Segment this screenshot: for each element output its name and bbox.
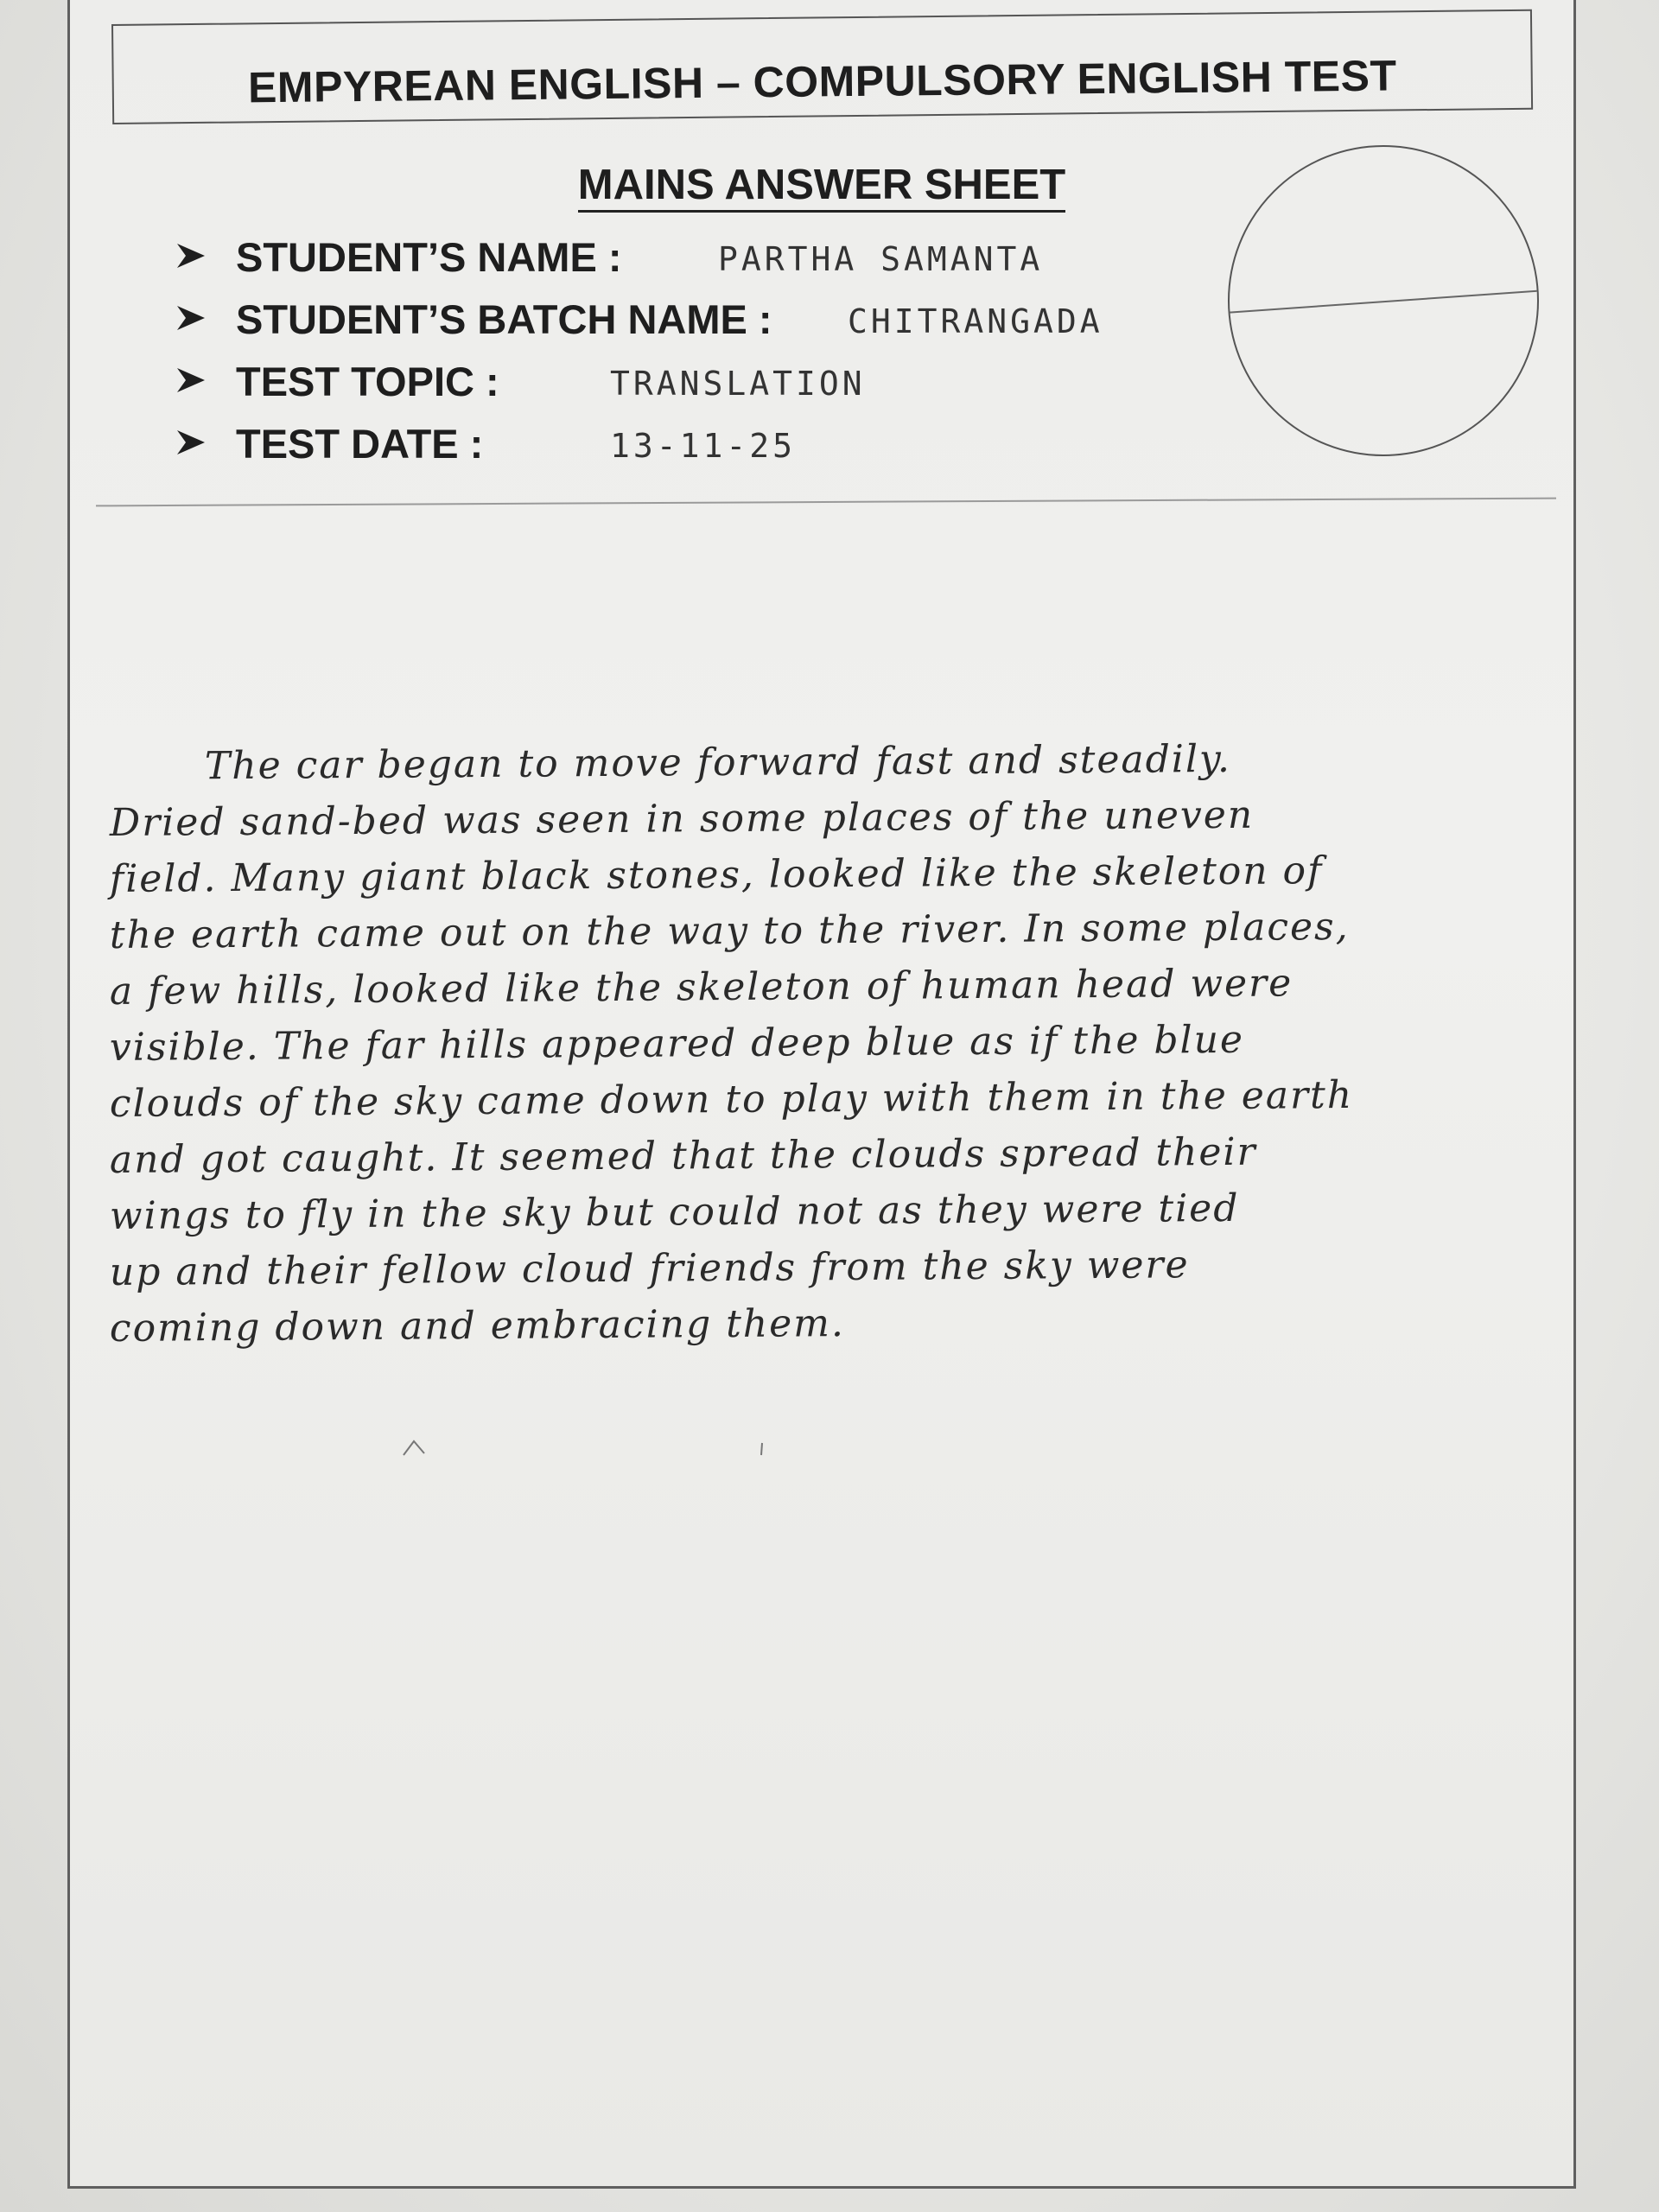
answer-sheet [67,0,1576,2189]
arrow-bullet-icon [174,363,208,397]
stray-caret-mark-icon [398,1434,433,1460]
test-title: EMPYREAN ENGLISH – COMPULSORY ENGLISH TEST [247,51,1397,112]
arrow-bullet-icon [174,238,208,273]
arrow-bullet-icon [174,425,208,460]
answer-line: field. Many giant black stones, looked like the skeleton of [109,849,1324,901]
answer-line: clouds of the sky came down to play with them in the earth [109,1072,1354,1126]
answer-line: wings to fly in the sky but could not as they were tied [109,1185,1240,1238]
field-label: STUDENT’S BATCH NAME : [236,296,772,342]
field-test-date [174,420,1211,482]
field-value-test-date: 13-11-25 [610,427,797,465]
marks-circle [1228,145,1539,456]
answer-line: The car began to move forward fast and steadily. [204,736,1232,789]
sheet-subtitle-text: MAINS ANSWER SHEET [578,162,1065,213]
arrow-bullet-icon [174,301,208,335]
field-value-test-topic: TRANSLATION [610,365,866,403]
field-label: STUDENT’S NAME : [236,234,622,280]
stray-tick-mark-icon [758,1441,766,1459]
field-value-student-name: PARTHA SAMANTA [718,240,1044,278]
field-student-name [174,233,1211,296]
answer-line: and got caught. It seemed that the clouds spread their [109,1129,1257,1182]
field-label: TEST TOPIC : [236,359,499,404]
answer-line: the earth came out on the way to the river. In some places, [109,904,1350,957]
student-info-fields [174,233,1211,482]
answer-line: a few hills, looked like the skeleton of human head were [109,961,1294,1014]
header-divider [96,498,1556,507]
answer-line: coming down and embracing them. [109,1301,846,1351]
field-label: TEST DATE : [236,421,484,467]
field-value-batch-name: CHITRANGADA [848,302,1103,340]
field-test-topic [174,358,1211,420]
field-batch-name [174,296,1211,358]
answer-line: Dried sand-bed was seen in some places of the uneven [109,792,1255,845]
answer-line: visible. The far hills appeared deep blue as if the blue [109,1017,1245,1070]
answer-line: up and their fellow cloud friends from the sky were [109,1243,1190,1294]
marks-circle-divider [1228,289,1539,315]
handwritten-answer [109,736,1561,1363]
title-box [111,10,1533,124]
